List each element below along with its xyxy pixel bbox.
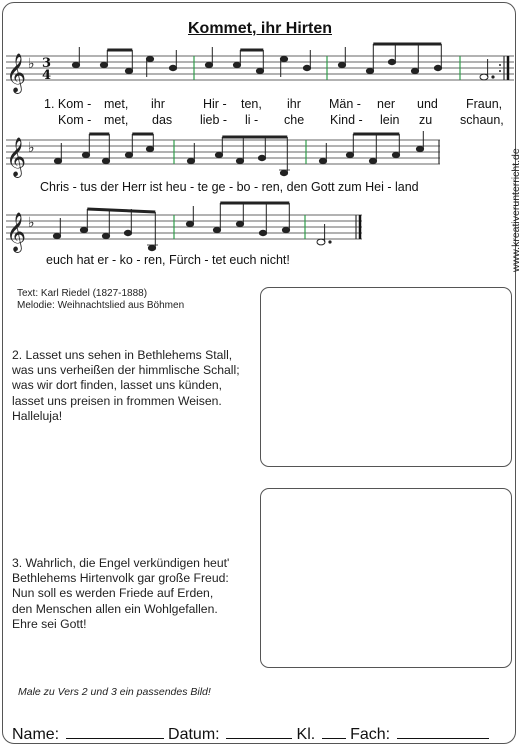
lyric-syllable: ihr <box>151 97 165 111</box>
lyric-syllable: lieb - <box>200 113 228 127</box>
lyric-syllable: 1. Kom - <box>44 97 92 111</box>
lyric-syllable: das <box>152 113 173 127</box>
lyric-syllable: ihr <box>287 97 301 111</box>
date-field[interactable] <box>226 724 292 739</box>
subject-field[interactable] <box>397 724 489 739</box>
verse-line: Ehre sei Gott! <box>12 616 87 631</box>
class-label: Kl. <box>296 726 316 743</box>
verse-line: was wir dort finden, lasset uns künden, <box>12 378 223 393</box>
footer-fields <box>12 724 489 744</box>
flat-sign-icon: ♭ <box>28 140 35 156</box>
verse-line: 3. Wahrlich, die Engel verkündigen heut' <box>12 556 230 570</box>
lyric-syllable: Kind - <box>330 113 363 127</box>
lyric-syllable: und <box>417 97 438 111</box>
lyrics-line-3: Chris - tus der Herr ist heu - te ge - bo - ren, den Gott zum Hei - land <box>40 180 419 194</box>
subject-label: Fach: <box>350 726 391 743</box>
date-label: Datum: <box>168 726 220 743</box>
lyric-syllable: Fraun, <box>466 97 503 111</box>
music-staff-1 <box>0 38 520 98</box>
name-field[interactable] <box>66 724 164 739</box>
drawing-instruction: Male zu Vers 2 und 3 ein passendes Bild! <box>18 686 211 698</box>
lyric-syllable: lein <box>380 113 400 127</box>
time-signature-bottom: 4 <box>42 68 52 83</box>
verse-3 <box>12 556 229 632</box>
lyric-syllable: met, <box>104 97 129 111</box>
website-url: www.kreativerunterricht.de <box>510 148 522 272</box>
lyric-syllable: li - <box>245 113 259 127</box>
notes-staff-2 <box>54 131 423 176</box>
verse-2 <box>12 348 240 424</box>
lyric-syllable: schaun, <box>460 113 504 127</box>
verse-line: was uns verheißen der himmlische Schall; <box>12 363 240 378</box>
flat-sign-icon: ♭ <box>28 215 35 231</box>
verse-line: Bethlehems Hirtenvolk gar große Freud: <box>12 571 229 586</box>
class-field[interactable] <box>322 724 346 739</box>
credits-text: Text: Karl Riedel (1827-1888) <box>17 288 148 299</box>
lyric-syllable: che <box>284 113 305 127</box>
drawing-box-verse-2[interactable] <box>260 287 512 467</box>
treble-clef-icon: 𝄞 <box>6 53 27 93</box>
verse-line: 2. Lasset uns sehen in Bethlehems Stall, <box>12 348 233 362</box>
verse-line: lasset uns preisen in frommen Weisen. <box>12 393 222 408</box>
drawing-box-verse-3[interactable] <box>260 488 512 668</box>
lyric-syllable: Hir - <box>203 97 227 111</box>
lyrics-line-4: euch hat er - ko - ren, Fürch - tet euch nicht! <box>46 253 290 267</box>
lyric-syllable: Kom - <box>58 113 92 127</box>
flat-sign-icon: ♭ <box>28 56 35 72</box>
verse-line: Halleluja! <box>12 408 63 423</box>
lyric-syllable: met, <box>104 113 129 127</box>
name-label: Name: <box>12 726 60 743</box>
music-staff-3 <box>0 200 520 260</box>
treble-clef-icon: 𝄞 <box>6 212 27 252</box>
verse-line: den Menschen allen ein Wohlgefallen. <box>12 601 218 616</box>
treble-clef-icon: 𝄞 <box>6 137 27 177</box>
lyric-syllable: Män - <box>329 97 361 111</box>
music-staff-2 <box>0 128 520 188</box>
lyric-syllable: ner <box>377 97 396 111</box>
lyric-syllable: zu <box>419 113 433 127</box>
credits <box>17 288 184 312</box>
time-signature-top: 3 <box>42 56 52 71</box>
lyric-syllable: ten, <box>241 97 262 111</box>
verse-line: Nun soll es werden Friede auf Erden, <box>12 586 214 601</box>
song-title: Kommet, ihr Hirten <box>187 20 332 37</box>
credits-melody: Melodie: Weihnachtslied aus Böhmen <box>17 300 185 311</box>
